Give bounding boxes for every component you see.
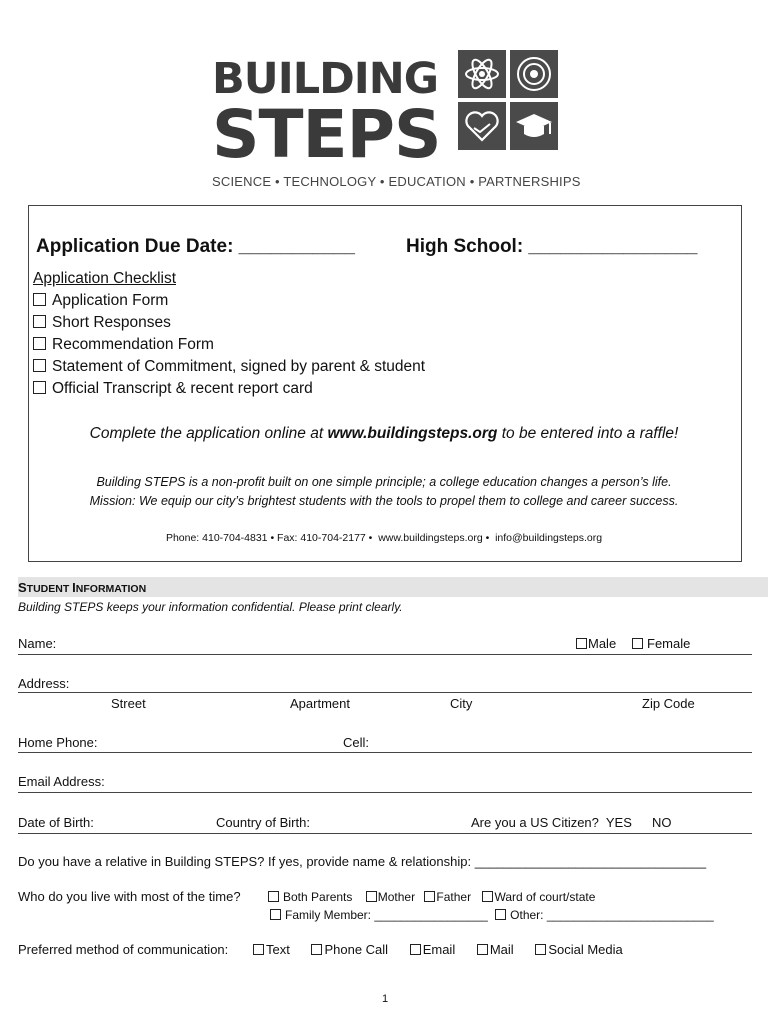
live-with-options-row1 (268, 890, 595, 904)
checklist-item[interactable]: Official Transcript & recent report card (33, 380, 313, 398)
checkbox[interactable] (268, 891, 279, 902)
mission-text: Mission: We equip our city’s brightest students with the tools to propel them to college and career success. (89, 494, 679, 508)
checkbox[interactable] (632, 638, 643, 649)
apartment-label: Apartment (290, 696, 350, 711)
option-father[interactable]: Father (424, 890, 471, 904)
website-link[interactable]: www.buildingsteps.org (327, 425, 498, 442)
address-label: Address: (18, 676, 70, 691)
logo-word-steps: STEPS (212, 96, 441, 173)
relative-question: Do you have a relative in Building STEPS? If yes, provide name & relationship: ________________________________ (18, 854, 707, 869)
checklist-item[interactable]: Application Form (33, 292, 168, 310)
online-raffle-note: Complete the application online at www.buildingsteps.org to be entered into a raffle! (89, 425, 679, 442)
name-label: Name: (18, 636, 57, 651)
checkbox[interactable] (482, 891, 493, 902)
checkbox[interactable] (33, 293, 46, 306)
dob-field-line[interactable] (18, 833, 752, 834)
checkbox[interactable] (495, 909, 506, 920)
atom-icon (458, 50, 506, 98)
checkbox[interactable] (33, 381, 46, 394)
cell-label: Cell: (343, 735, 370, 750)
live-with-question: Who do you live with most of the time? (18, 889, 241, 904)
citizen-no-option[interactable]: NO (652, 815, 672, 830)
checkbox[interactable] (33, 359, 46, 372)
live-with-options-row2 (270, 908, 714, 922)
option-social-media[interactable]: Social Media (535, 942, 622, 957)
checklist-item[interactable]: Short Responses (33, 314, 171, 332)
gender-female-option[interactable]: Female (632, 636, 690, 651)
zip-code-label: Zip Code (642, 696, 695, 711)
preferred-communication-options (253, 942, 623, 957)
option-email[interactable]: Email (410, 942, 456, 957)
option-family-member[interactable]: Family Member: _________________ (270, 908, 488, 922)
target-icon (510, 50, 558, 98)
option-other[interactable]: Other: _________________________ (495, 908, 714, 922)
checkbox[interactable] (253, 944, 264, 955)
checkbox[interactable] (311, 944, 322, 955)
us-citizen-label: Are you a US Citizen? YES (471, 815, 632, 830)
checkbox[interactable] (410, 944, 421, 955)
option-phone-call[interactable]: Phone Call (311, 942, 388, 957)
due-date-label: Application Due Date: ___________ (36, 236, 355, 257)
about-text: Building STEPS is a non-profit built on one simple principle; a college education changes a person’s life. (96, 475, 672, 489)
option-both-parents[interactable]: Both Parents (268, 890, 352, 904)
checkbox[interactable] (366, 891, 377, 902)
preferred-communication-label: Preferred method of communication: (18, 942, 229, 957)
home-phone-label: Home Phone: (18, 735, 98, 750)
checkbox[interactable] (33, 315, 46, 328)
city-label: City (450, 696, 473, 711)
checklist-item[interactable]: Statement of Commitment, signed by parent & student (33, 358, 425, 376)
checkbox[interactable] (576, 638, 587, 649)
logo (212, 50, 581, 195)
heart-handshake-icon (458, 102, 506, 150)
checklist-title: Application Checklist (33, 270, 177, 287)
checkbox[interactable] (270, 909, 281, 920)
option-mother[interactable]: Mother (366, 890, 415, 904)
checkbox[interactable] (535, 944, 546, 955)
section-subtitle: Building STEPS keeps your information confidential. Please print clearly. (18, 600, 403, 614)
section-title: STUDENT INFORMATION (18, 580, 147, 595)
email-field-line[interactable] (18, 792, 752, 793)
option-ward[interactable]: Ward of court/state (482, 890, 595, 904)
option-text[interactable]: Text (253, 942, 290, 957)
option-mail[interactable]: Mail (477, 942, 514, 957)
gender-male-option[interactable]: Male (576, 636, 616, 651)
graduation-cap-icon (510, 102, 558, 150)
high-school-label: High School: ________________ (406, 236, 698, 257)
address-field-line[interactable] (18, 692, 752, 693)
country-of-birth-label: Country of Birth: (216, 815, 310, 830)
checkbox[interactable] (477, 944, 488, 955)
email-label: Email Address: (18, 774, 105, 789)
checkbox[interactable] (424, 891, 435, 902)
street-label: Street (111, 696, 146, 711)
checklist-item[interactable]: Recommendation Form (33, 336, 214, 354)
contact-line: Phone: 410-704-4831 • Fax: 410-704-2177 • www.buildingsteps.org • info@buildingsteps.org (165, 532, 603, 544)
dob-label: Date of Birth: (18, 815, 94, 830)
logo-tagline: SCIENCE • TECHNOLOGY • EDUCATION • PARTNERSHIPS (212, 174, 581, 189)
checkbox[interactable] (33, 337, 46, 350)
name-field-line[interactable] (18, 654, 752, 655)
logo-word-building: BUILDING (212, 54, 439, 104)
page-number: 1 (381, 993, 389, 1005)
phone-field-line[interactable] (18, 752, 752, 753)
